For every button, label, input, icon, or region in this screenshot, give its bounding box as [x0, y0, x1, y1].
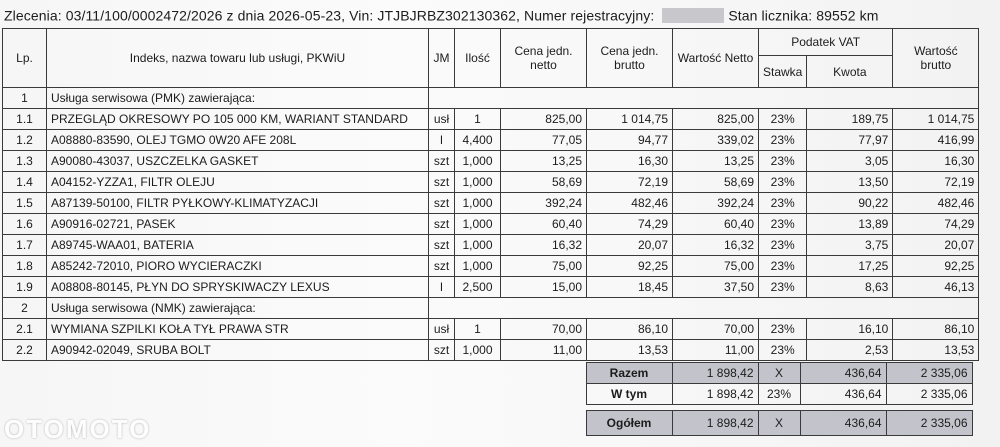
- row-lp: 1.9: [3, 277, 47, 298]
- w-tym-gross: 2 335,06: [886, 384, 972, 405]
- row-unit-net: 60,40: [501, 214, 587, 235]
- row-vat-amount: 13,50: [807, 172, 893, 193]
- row-unit-gross: 74,29: [587, 214, 673, 235]
- row-vat-amount: 17,25: [807, 256, 893, 277]
- row-unit: szt: [429, 193, 455, 214]
- row-lp: 1.4: [3, 172, 47, 193]
- row-gross: 74,29: [893, 214, 979, 235]
- summary-row-w-tym: [2, 384, 972, 405]
- row-qty: 1,000: [455, 172, 501, 193]
- row-vat-amount: 3,75: [807, 235, 893, 256]
- razem-net: 1 898,42: [672, 363, 758, 384]
- row-net: 58,69: [673, 172, 759, 193]
- col-unit-net: Cena jedn. netto: [501, 29, 587, 88]
- table-row: [3, 151, 979, 172]
- row-lp: 1.2: [3, 130, 47, 151]
- odometer: Stan licznika: 89552 km: [728, 7, 879, 24]
- row-unit: usł: [429, 109, 455, 130]
- row-lp: 1.7: [3, 235, 47, 256]
- row-unit-net: 58,69: [501, 172, 587, 193]
- row-lp: 1.1: [3, 109, 47, 130]
- row-qty: 1,000: [455, 340, 501, 361]
- row-gross: 482,46: [893, 193, 979, 214]
- col-vat-amount: Kwota: [807, 56, 893, 88]
- razem-rate: X: [758, 363, 800, 384]
- w-tym-rate: 23%: [758, 384, 800, 405]
- table-row: [3, 214, 979, 235]
- row-unit-gross: 1 014,75: [587, 109, 673, 130]
- ogolem-rate: X: [758, 411, 800, 436]
- row-lp: 1.3: [3, 151, 47, 172]
- row-lp: 1.8: [3, 256, 47, 277]
- summary-row-razem: [2, 363, 972, 384]
- row-qty: 1,000: [455, 193, 501, 214]
- row-unit: szt: [429, 214, 455, 235]
- row-lp: 2.2: [3, 340, 47, 361]
- row-vat-amount: 8,63: [807, 277, 893, 298]
- table-row: [3, 193, 979, 214]
- row-net: 11,00: [673, 340, 759, 361]
- ogolem-label: Ogółem: [586, 411, 672, 436]
- row-qty: 1,000: [455, 256, 501, 277]
- row-unit: szt: [429, 151, 455, 172]
- row-vat-rate: 23%: [759, 277, 807, 298]
- row-unit-net: 392,24: [501, 193, 587, 214]
- row-gross: 13,53: [893, 340, 979, 361]
- row-unit: l: [429, 277, 455, 298]
- row-unit-net: 75,00: [501, 256, 587, 277]
- row-vat-rate: 23%: [759, 235, 807, 256]
- row-net: 392,24: [673, 193, 759, 214]
- row-lp: 1.6: [3, 214, 47, 235]
- row-unit-gross: 92,25: [587, 256, 673, 277]
- row-net: 37,50: [673, 277, 759, 298]
- row-net: 60,40: [673, 214, 759, 235]
- row-unit-gross: 86,10: [587, 319, 673, 340]
- row-vat-rate: 23%: [759, 193, 807, 214]
- w-tym-vat: 436,64: [800, 384, 886, 405]
- row-name: A04152-YZZA1, FILTR OLEJU: [47, 172, 429, 193]
- items-body: [3, 88, 979, 361]
- row-vat-amount: 189,75: [807, 109, 893, 130]
- row-net: 70,00: [673, 319, 759, 340]
- row-unit-gross: 94,77: [587, 130, 673, 151]
- row-name: A85242-72010, PIORO WYCIERACZKI: [47, 256, 429, 277]
- row-name: A90080-43037, USZCZELKA GASKET: [47, 151, 429, 172]
- items-table: [2, 28, 979, 361]
- row-vat-amount: 3,05: [807, 151, 893, 172]
- row-unit: usł: [429, 319, 455, 340]
- row-vat-amount: 90,22: [807, 193, 893, 214]
- row-vat-rate: 23%: [759, 109, 807, 130]
- row-net: 825,00: [673, 109, 759, 130]
- row-gross: 416,99: [893, 130, 979, 151]
- section-title: Usługa serwisowa (NMK) zawierająca:: [47, 298, 429, 319]
- section-row: [3, 298, 979, 319]
- row-qty: 1: [455, 109, 501, 130]
- row-qty: 2,500: [455, 277, 501, 298]
- row-gross: 16,30: [893, 151, 979, 172]
- col-gross: Wartość brutto: [893, 29, 979, 88]
- row-qty: 1,000: [455, 214, 501, 235]
- row-unit-net: 11,00: [501, 340, 587, 361]
- row-unit-net: 16,32: [501, 235, 587, 256]
- col-vat: Podatek VAT: [759, 29, 893, 56]
- table-row: [3, 256, 979, 277]
- row-vat-rate: 23%: [759, 172, 807, 193]
- row-gross: 1 014,75: [893, 109, 979, 130]
- row-qty: 1,000: [455, 151, 501, 172]
- row-name: WYMIANA SZPILKI KOŁA TYŁ PRAWA STR: [47, 319, 429, 340]
- ogolem-gross: 2 335,06: [886, 411, 972, 436]
- order-header: [4, 6, 879, 26]
- row-unit: szt: [429, 235, 455, 256]
- row-unit-net: 15,00: [501, 277, 587, 298]
- col-name: Indeks, nazwa towaru lub usługi, PKWiU: [47, 29, 429, 88]
- col-unit-gross: Cena jedn. brutto: [587, 29, 673, 88]
- row-vat-rate: 23%: [759, 130, 807, 151]
- row-name: A90942-02049, SRUBA BOLT: [47, 340, 429, 361]
- row-name: A89745-WAA01, BATERIA: [47, 235, 429, 256]
- row-unit-gross: 16,30: [587, 151, 673, 172]
- razem-gross: 2 335,06: [886, 363, 972, 384]
- row-unit: szt: [429, 340, 455, 361]
- row-name: A08880-83590, OLEJ TGMO 0W20 AFE 208L: [47, 130, 429, 151]
- ogolem-net: 1 898,42: [672, 411, 758, 436]
- row-gross: 46,13: [893, 277, 979, 298]
- row-name: A08808-80145, PŁYN DO SPRYSKIWACZY LEXUS: [47, 277, 429, 298]
- table-row: [3, 130, 979, 151]
- row-unit: szt: [429, 172, 455, 193]
- table-row: [3, 340, 979, 361]
- col-net: Wartość Netto: [673, 29, 759, 88]
- row-vat-rate: 23%: [759, 151, 807, 172]
- section-title: Usługa serwisowa (PMK) zawierająca:: [47, 88, 429, 109]
- row-unit-net: 825,00: [501, 109, 587, 130]
- row-vat-rate: 23%: [759, 214, 807, 235]
- row-net: 339,02: [673, 130, 759, 151]
- razem-vat: 436,64: [800, 363, 886, 384]
- row-unit: szt: [429, 256, 455, 277]
- row-name: PRZEGLĄD OKRESOWY PO 105 000 KM, WARIANT STANDARD: [47, 109, 429, 130]
- row-vat-amount: 77,97: [807, 130, 893, 151]
- ogolem-vat: 436,64: [800, 411, 886, 436]
- row-qty: 1,000: [455, 235, 501, 256]
- row-unit-gross: 13,53: [587, 340, 673, 361]
- row-gross: 86,10: [893, 319, 979, 340]
- row-gross: 92,25: [893, 256, 979, 277]
- row-unit-gross: 18,45: [587, 277, 673, 298]
- row-gross: 72,19: [893, 172, 979, 193]
- row-vat-rate: 23%: [759, 319, 807, 340]
- row-lp: 2.1: [3, 319, 47, 340]
- row-vat-rate: 23%: [759, 340, 807, 361]
- row-unit: l: [429, 130, 455, 151]
- table-row: [3, 277, 979, 298]
- table-row: [3, 319, 979, 340]
- order-info: Zlecenia: 03/11/100/0002472/2026 z dnia 2026-05-23, Vin: JTJBJRBZ302130362, Numer rejestracyjny:: [4, 7, 659, 24]
- row-vat-amount: 13,89: [807, 214, 893, 235]
- row-vat-amount: 16,10: [807, 319, 893, 340]
- summary-table: [2, 362, 973, 405]
- redacted-plate: [662, 8, 724, 23]
- row-net: 75,00: [673, 256, 759, 277]
- row-lp: 1: [3, 88, 47, 109]
- row-lp: 1.5: [3, 193, 47, 214]
- row-name: A90916-02721, PASEK: [47, 214, 429, 235]
- row-unit-gross: 482,46: [587, 193, 673, 214]
- col-unit: JM: [429, 29, 455, 88]
- row-gross: 20,07: [893, 235, 979, 256]
- col-lp: Lp.: [3, 29, 47, 88]
- row-vat-rate: 23%: [759, 256, 807, 277]
- w-tym-net: 1 898,42: [672, 384, 758, 405]
- row-unit-net: 70,00: [501, 319, 587, 340]
- row-vat-amount: 2,53: [807, 340, 893, 361]
- row-unit-gross: 72,19: [587, 172, 673, 193]
- razem-label: Razem: [586, 363, 672, 384]
- row-unit-gross: 20,07: [587, 235, 673, 256]
- table-row: [3, 235, 979, 256]
- w-tym-label: W tym: [586, 384, 672, 405]
- otomoto-watermark: OTOMOTO: [4, 414, 152, 444]
- col-qty: Ilość: [455, 29, 501, 88]
- row-lp: 2: [3, 298, 47, 319]
- table-row: [3, 172, 979, 193]
- row-qty: 1: [455, 319, 501, 340]
- col-vat-rate: Stawka: [759, 56, 807, 88]
- row-qty: 4,400: [455, 130, 501, 151]
- row-net: 13,25: [673, 151, 759, 172]
- row-unit-net: 13,25: [501, 151, 587, 172]
- row-name: A87139-50100, FILTR PYŁKOWY-KLIMATYZACJI: [47, 193, 429, 214]
- row-net: 16,32: [673, 235, 759, 256]
- row-unit-net: 77,05: [501, 130, 587, 151]
- table-row: [3, 109, 979, 130]
- section-row: [3, 88, 979, 109]
